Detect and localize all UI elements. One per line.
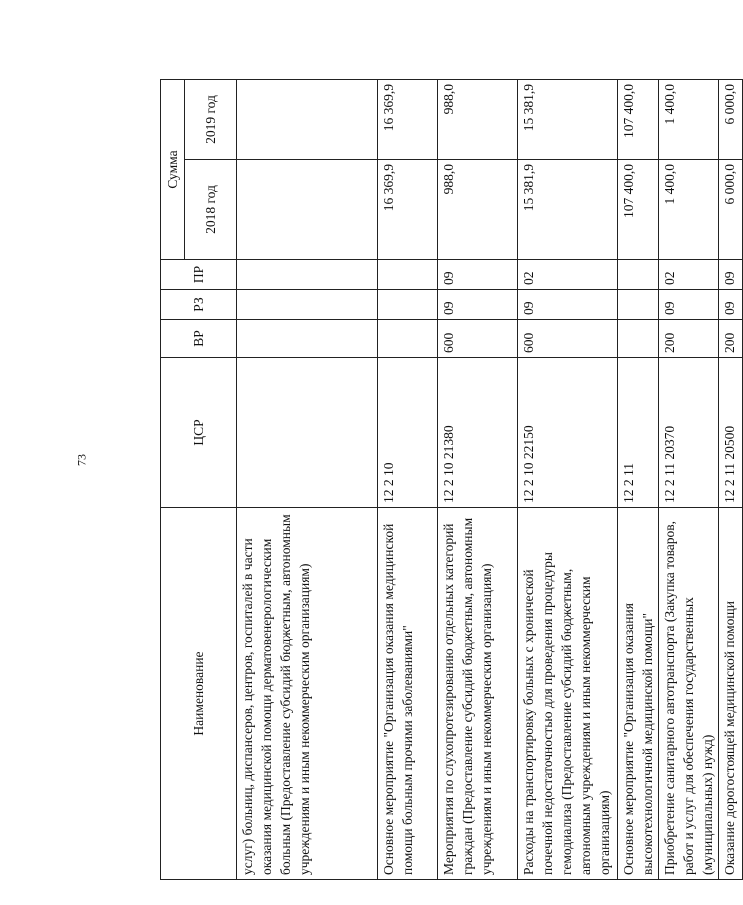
row-name: Основное мероприятие "Организация оказания высокотехнологичной медицинской помощи" [618, 508, 659, 880]
row-rz [618, 290, 659, 320]
row-name: Мероприятия по слухопротезированию отдельных категорий граждан (Предоставление субсидий бюджетным, автономным учреждениям и иным некоммерческим организациям) [438, 508, 518, 880]
row-2019 [237, 79, 378, 159]
row-2019: 15 381,9 [518, 79, 618, 159]
row-2019: 16 369,9 [378, 79, 438, 159]
row-2018 [237, 160, 378, 260]
row-pr [237, 260, 378, 290]
table-row [659, 79, 719, 879]
rotated-page [160, 80, 737, 880]
row-2018: 15 381,9 [518, 160, 618, 260]
row-2019: 6 000,0 [719, 79, 743, 159]
header-csr: ЦСР [161, 358, 237, 508]
row-2018: 988,0 [438, 160, 518, 260]
table-row [518, 79, 618, 879]
table-row [378, 79, 438, 879]
row-csr: 12 2 11 [618, 358, 659, 508]
row-rz: 09 [719, 290, 743, 320]
table-row [237, 79, 378, 879]
row-pr: 02 [518, 260, 618, 290]
row-name: Приобретение санитарного автотранспорта (Закупка товаров, работ и услуг для обеспечения государственных (муниципальных) нужд) [659, 508, 719, 880]
budget-table [160, 79, 743, 880]
header-2019: 2019 год [185, 79, 237, 159]
row-2018: 16 369,9 [378, 160, 438, 260]
row-name: Расходы на транспортировку больных с хронической почечной недостаточностью для проведения процедуры гемодиализа (Предоставление субсидий бюджетным, автономным учреждениям и иным некоммерческим организациям) [518, 508, 618, 880]
row-vr: 600 [438, 320, 518, 358]
header-2018: 2018 год [185, 160, 237, 260]
row-pr [618, 260, 659, 290]
row-rz: 09 [438, 290, 518, 320]
row-2018: 6 000,0 [719, 160, 743, 260]
row-pr: 02 [659, 260, 719, 290]
row-vr: 200 [659, 320, 719, 358]
row-csr [237, 358, 378, 508]
row-vr [618, 320, 659, 358]
row-csr: 12 2 10 22150 [518, 358, 618, 508]
row-name: Основное мероприятие "Организация оказания медицинской помощи больным прочими заболеваниями" [378, 508, 438, 880]
row-csr: 12 2 11 20370 [659, 358, 719, 508]
row-name: Оказание дорогостоящей медицинской помощи [719, 508, 743, 880]
row-csr: 12 2 11 20500 [719, 358, 743, 508]
row-vr: 600 [518, 320, 618, 358]
row-2019: 107 400,0 [618, 79, 659, 159]
row-vr [378, 320, 438, 358]
header-name: Наименование [161, 508, 237, 880]
table-row [438, 79, 518, 879]
row-pr: 09 [438, 260, 518, 290]
row-2018: 107 400,0 [618, 160, 659, 260]
row-rz [378, 290, 438, 320]
row-2019: 1 400,0 [659, 79, 719, 159]
page-number: 73 [74, 454, 89, 466]
row-2018: 1 400,0 [659, 160, 719, 260]
row-rz [237, 290, 378, 320]
row-rz: 09 [659, 290, 719, 320]
header-pr: ПР [161, 260, 237, 290]
row-pr: 09 [719, 260, 743, 290]
row-name: услуг) больниц, диспансеров, центров, госпиталей в части оказания медицинской помощи дерматовенерологическим больным (Предоставление субсидий бюджетным, автономным учреждениям и иным некоммерческим организациям) [237, 508, 378, 880]
row-vr: 200 [719, 320, 743, 358]
row-rz: 09 [518, 290, 618, 320]
row-csr: 12 2 10 [378, 358, 438, 508]
row-csr: 12 2 10 21380 [438, 358, 518, 508]
row-vr [237, 320, 378, 358]
table-row [719, 79, 743, 879]
header-rz: РЗ [161, 290, 237, 320]
header-sum: Сумма [161, 79, 185, 259]
header-vr: ВР [161, 320, 237, 358]
row-pr [378, 260, 438, 290]
table-row [618, 79, 659, 879]
row-2019: 988,0 [438, 79, 518, 159]
